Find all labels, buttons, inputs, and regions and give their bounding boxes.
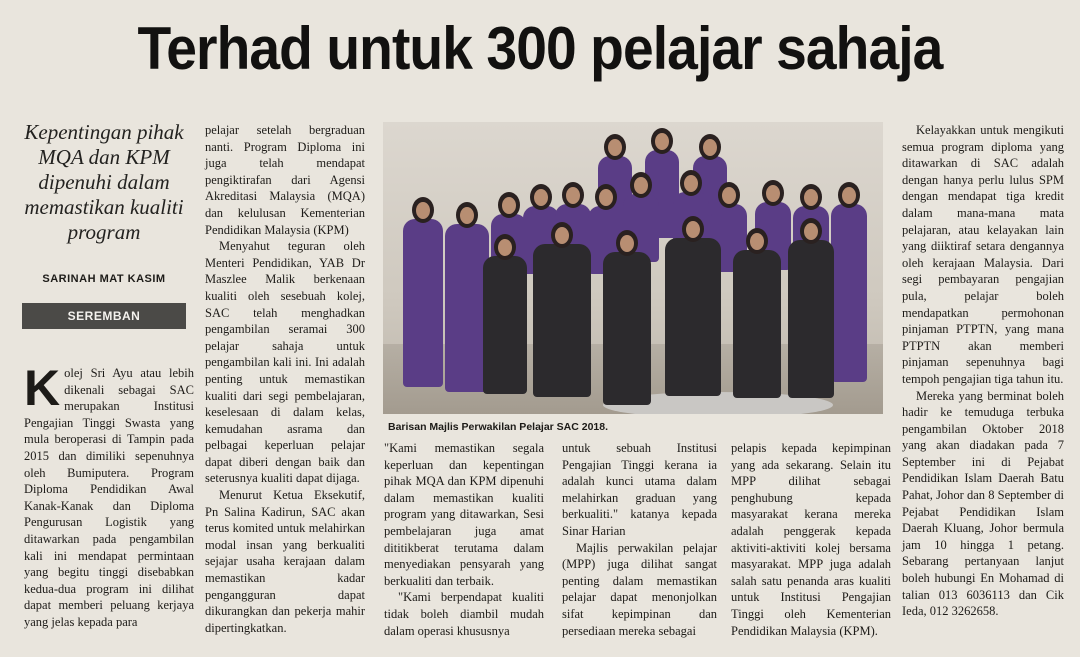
person: [831, 182, 867, 382]
kicker: Kepentingan pihak MQA dan KPM dipenuhi dalam memastikan kualiti program: [24, 120, 184, 244]
photo-caption: Barisan Majlis Perwakilan Pelajar SAC 2018.: [388, 421, 609, 433]
article-column-6: [902, 122, 1064, 620]
person: [733, 228, 781, 398]
person: [533, 222, 591, 397]
paragraph: Majlis perwakilan pelajar (MPP) juga dilihat sangat penting dalam memastikan pelajar dapat menonjolkan sifat kepimpinan dan persediaan mereka sebagai: [562, 540, 717, 638]
paragraph: pelapis kepada kepimpinan yang ada sekarang. Selain itu MPP dilihat sebagai penghubung kepada masyarakat kerana mereka adalah penggerak kepada aktiviti-aktiviti kolej bersama masyarakat. MPP juga adalah salah satu penanda aras kualiti untuk Institusi Pengajian Tinggi oleh Kementerian Pendidikan Malaysia (KPM).: [731, 441, 891, 638]
paragraph: [24, 360, 194, 631]
paragraph: Kelayakkan untuk mengikuti semua program diploma yang ditawarkan di SAC adalah dengan hanya perlu lulus SPM dengan mendapat tiga kredit dalam mana-mana mata pelajaran, atau kelayakan lain yang diiktiraf setara dengannya oleh kerajaan Malaysia. Dari segi pembayaran pengajian pula, pelajar boleh mendapatkan permohonan pinjaman PTPTN, yang mana PTPTN akan memberi pinjaman sepenuhnya bagi tempoh pengajian tiga tahun itu.: [902, 123, 1064, 386]
person: [603, 230, 651, 405]
article-column-4: [562, 440, 717, 639]
article-column-5: [731, 440, 891, 639]
group-photo: [383, 122, 883, 414]
drop-cap: K: [24, 360, 61, 416]
article-column-2: [205, 122, 365, 636]
paragraph: pelajar setelah bergraduan nanti. Program Diploma ini juga telah mendapat pengiktirafan dari Agensi Akreditasi Malaysia (MQA) dan kelulusan Kementerian Pendidikan Malaysia (KPM): [205, 123, 365, 237]
headline: Terhad untuk 300 pelajar sahaja: [137, 15, 943, 82]
person: [665, 216, 721, 396]
article-column-1: [24, 360, 194, 631]
person: [483, 234, 527, 394]
person: [788, 218, 834, 398]
paragraph: untuk sebuah Institusi Pengajian Tinggi kerana ia adalah kunci utama dalam melahirkan graduan yang berkualiti." katanya kepada Sinar Harian: [562, 441, 717, 538]
paragraph: "Kami memastikan segala keperluan dan kepentingan pihak MQA dan KPM dipenuhi dalam memastikan kualiti program yang ditawarkan, Sesi pembelajaran juga amat dititikberat terutama dalam menyediakan pensyarah yang berkualiti dan terbaik.: [384, 441, 544, 588]
paragraph: "Kami berpendapat kualiti tidak boleh diambil mudah dalam operasi khususnya: [384, 590, 544, 638]
paragraph-text: olej Sri Ayu atau lebih dikenali sebagai SAC merupakan Institusi Pengajian Tinggi Swasta yang mula beroperasi di Tampin pada 2015 dan dimiliki sepenuhnya oleh Bumiputera. Program Diploma Pendidikan Awal Kanak-Kanak dan Diploma Pengurusan Logistik yang ditawarkan pada pengambilan kali ini mendapat permintaan yang begitu tinggi disebabkan kedua-dua program ini dilihat dapat memberi peluang kerjaya yang jelas kepada para: [24, 366, 194, 629]
dateline-bar: SEREMBAN: [22, 303, 186, 329]
byline: SARINAH MAT KASIM: [42, 273, 166, 285]
paragraph: Mereka yang berminat boleh hadir ke temuduga terbuka pengambilan Oktober 2018 yang akan diadakan pada 7 September ini di Pejabat Pendidikan Islam Daerah Batu Pahat, Johor dan 8 September di Pejabat Pendidikan Islam Daerah Kluang, Johor bermula jam 10 hingga 1 petang. Sebarang pertanyaan lanjut boleh hubungi En Mohamad di talian 013 6036113 dan Cik Ieda, 012 3262658.: [902, 388, 1064, 619]
paragraph: Menyahut teguran oleh Menteri Pendidikan, YAB Dr Maszlee Malik berkenaan kualiti oleh sesebuah kolej, SAC telah menghadkan pengambilan seramai 300 pelajar sahaja untuk pengambilan kali ini. Ini adalah penting untuk memastikan kualiti dari segi pembelajaran, keselesaan di dalam kelas, kemudahan asrama dan pelbagai keperluan pelajar dapat diberi dengan baik dan seterusnya kualiti dapat dijaga.: [205, 239, 365, 486]
article-column-3: [384, 440, 544, 639]
paragraph: Menurut Ketua Eksekutif, Pn Salina Kadirun, SAC akan terus komited untuk melahirkan modal insan yang berkualiti sejajar usaha kerajaan dalam memastikan kadar pengangguran dapat dikurangkan dan pekerja mahir dipertingkatkan.: [205, 488, 365, 635]
person: [403, 197, 443, 387]
